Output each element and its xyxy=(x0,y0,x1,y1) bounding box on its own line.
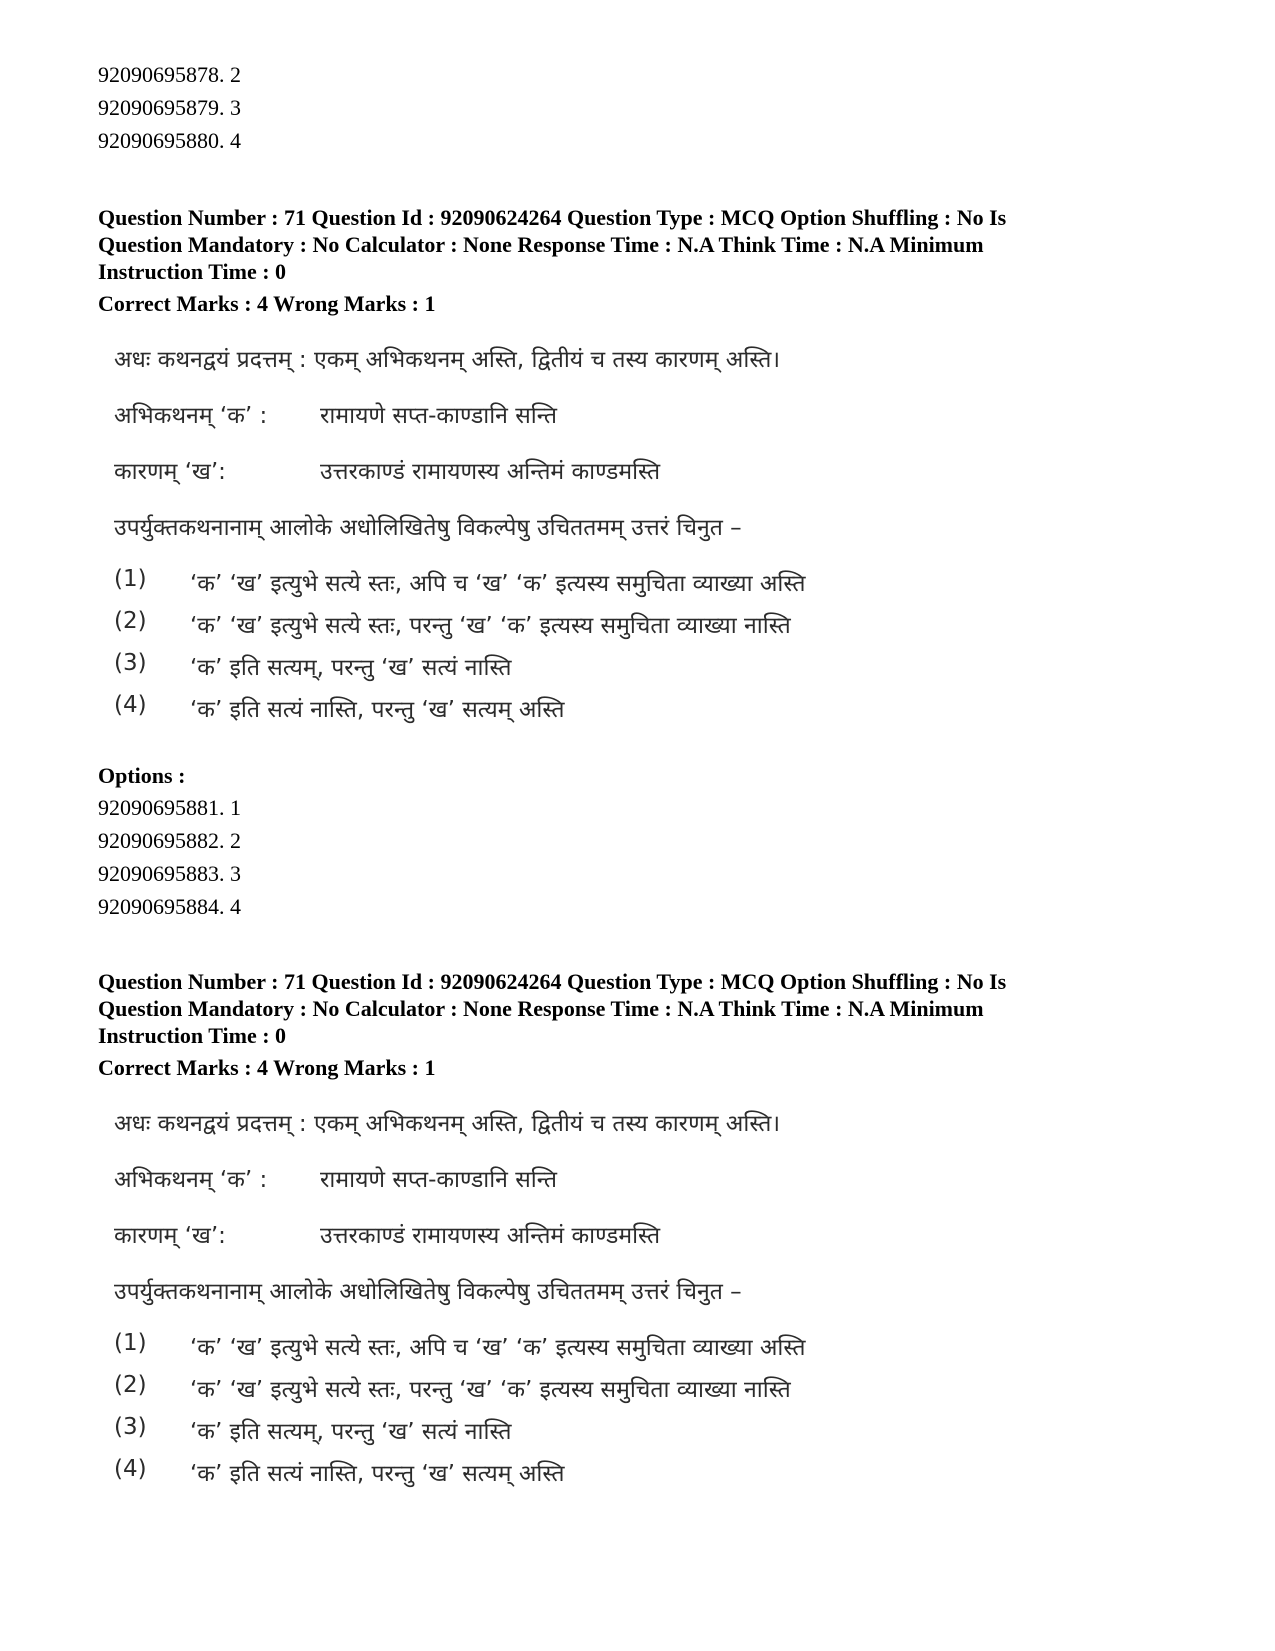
question-header-line: Question Mandatory : No Calculator : None Response Time : N.A Think Time : N.A Minimum xyxy=(98,232,984,257)
choice-number: (2) xyxy=(114,1372,147,1398)
option-value: 1 xyxy=(230,795,241,820)
choice-number: (2) xyxy=(114,608,147,634)
option-line xyxy=(98,824,241,858)
option-id: 92090695881. xyxy=(98,795,225,820)
option-id: 92090695884. xyxy=(98,894,225,919)
choice-text: ‘क’ ‘ख’ इत्युभे सत्ये स्तः, अपि च ‘ख’ ‘क’ इत्यस्य समुचिता व्याख्या अस्ति xyxy=(190,571,806,597)
choice-number: (1) xyxy=(114,566,147,592)
reason-label: कारणम् ‘ख’: xyxy=(114,459,226,485)
question-intro: अधः कथनद्वयं प्रदत्तम् : एकम् अभिकथनम् अस्ति, द्वितीयं च तस्य कारणम् अस्ति। xyxy=(114,1111,781,1137)
choice-number: (3) xyxy=(114,1414,147,1440)
option-line xyxy=(98,58,241,92)
assertion-text: रामायणे सप्त-काण्डानि सन्ति xyxy=(320,403,557,429)
question-header-line: Question Number : 71 Question Id : 92090624264 Question Type : MCQ Option Shuffling : No Is xyxy=(98,969,1007,994)
choice-text: ‘क’ ‘ख’ इत्युभे सत्ये स्तः, परन्तु ‘ख’ ‘क’ इत्यस्य समुचिता व्याख्या नास्ति xyxy=(190,1377,791,1403)
question-header-line: Instruction Time : 0 xyxy=(98,1023,287,1048)
assertion-label: अभिकथनम् ‘क’ : xyxy=(114,1167,268,1193)
option-line xyxy=(98,857,241,891)
option-id: 92090695880. xyxy=(98,128,225,153)
option-line xyxy=(98,791,241,825)
question-intro: अधः कथनद्वयं प्रदत्तम् : एकम् अभिकथनम् अस्ति, द्वितीयं च तस्य कारणम् अस्ति। xyxy=(114,347,781,373)
option-line xyxy=(98,890,241,924)
choice-text: ‘क’ इति सत्यम्, परन्तु ‘ख’ सत्यं नास्ति xyxy=(190,655,512,681)
choice-number: (4) xyxy=(114,1456,147,1482)
option-value: 2 xyxy=(230,828,241,853)
choice-text: ‘क’ इति सत्यम्, परन्तु ‘ख’ सत्यं नास्ति xyxy=(190,1419,512,1445)
question-header-line: Question Number : 71 Question Id : 92090624264 Question Type : MCQ Option Shuffling : No Is xyxy=(98,205,1007,230)
reason-text: उत्तरकाण्डं रामायणस्य अन्तिमं काण्डमस्ति xyxy=(320,1223,661,1249)
marks-line: Correct Marks : 4 Wrong Marks : 1 xyxy=(98,1055,436,1080)
assertion-text: रामायणे सप्त-काण्डानि सन्ति xyxy=(320,1167,557,1193)
choice-text: ‘क’ ‘ख’ इत्युभे सत्ये स्तः, परन्तु ‘ख’ ‘क’ इत्यस्य समुचिता व्याख्या नास्ति xyxy=(190,613,791,639)
option-value: 3 xyxy=(230,95,241,120)
option-line xyxy=(98,124,241,158)
assertion-label: अभिकथनम् ‘क’ : xyxy=(114,403,268,429)
option-id: 92090695879. xyxy=(98,95,225,120)
option-id: 92090695882. xyxy=(98,828,225,853)
option-id: 92090695878. xyxy=(98,62,225,87)
choice-text: ‘क’ इति सत्यं नास्ति, परन्तु ‘ख’ सत्यम् अस्ति xyxy=(190,697,565,723)
option-value: 4 xyxy=(230,894,241,919)
question-header-line: Question Mandatory : No Calculator : None Response Time : N.A Think Time : N.A Minimum xyxy=(98,996,984,1021)
question-header-line: Instruction Time : 0 xyxy=(98,259,287,284)
choice-text: ‘क’ ‘ख’ इत्युभे सत्ये स्तः, अपि च ‘ख’ ‘क’ इत्यस्य समुचिता व्याख्या अस्ति xyxy=(190,1335,806,1361)
marks-line: Correct Marks : 4 Wrong Marks : 1 xyxy=(98,291,436,316)
reason-label: कारणम् ‘ख’: xyxy=(114,1223,226,1249)
choice-number: (3) xyxy=(114,650,147,676)
question-instruction: उपर्युक्तकथनानाम् आलोके अधोलिखितेषु विकल्पेषु उचिततमम् उत्तरं चिनुत – xyxy=(114,1279,742,1305)
choice-number: (4) xyxy=(114,692,147,718)
reason-text: उत्तरकाण्डं रामायणस्य अन्तिमं काण्डमस्ति xyxy=(320,459,661,485)
option-line xyxy=(98,91,241,125)
option-value: 4 xyxy=(230,128,241,153)
option-value: 3 xyxy=(230,861,241,886)
option-value: 2 xyxy=(230,62,241,87)
choice-text: ‘क’ इति सत्यं नास्ति, परन्तु ‘ख’ सत्यम् अस्ति xyxy=(190,1461,565,1487)
options-label: Options : xyxy=(98,763,186,788)
option-id: 92090695883. xyxy=(98,861,225,886)
choice-number: (1) xyxy=(114,1330,147,1356)
question-instruction: उपर्युक्तकथनानाम् आलोके अधोलिखितेषु विकल्पेषु उचिततमम् उत्तरं चिनुत – xyxy=(114,515,742,541)
